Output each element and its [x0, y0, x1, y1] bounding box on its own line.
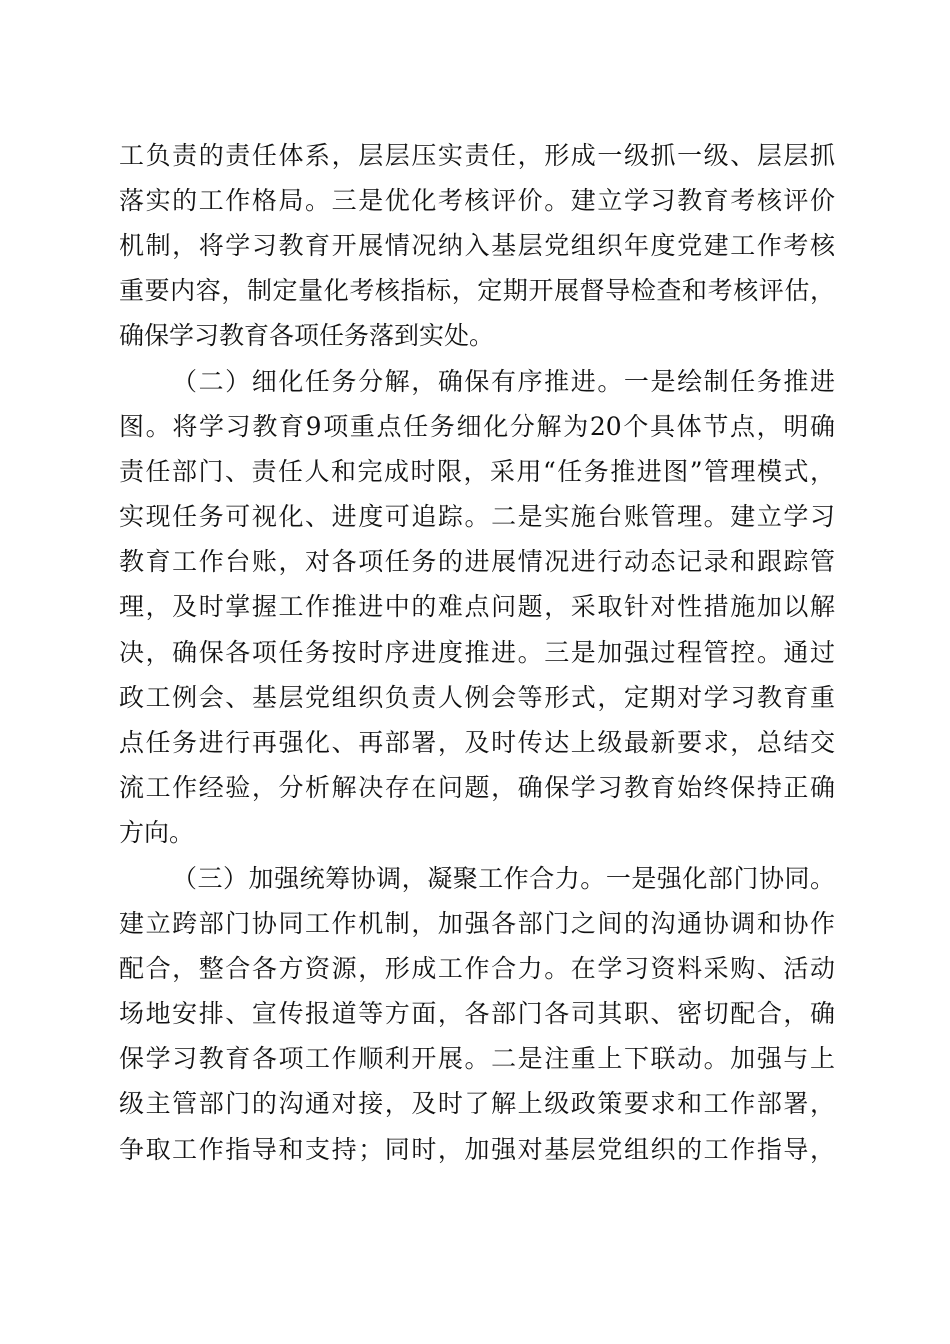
paragraph-line: 点任务进行再强化、再部署，及时传达上级最新要求，总结交 [119, 727, 835, 757]
paragraph-line: 场地安排、宣传报道等方面，各部门各司其职、密切配合，确 [119, 999, 835, 1029]
paragraph-line: 流工作经验，分析解决存在问题，确保学习教育始终保持正确 [119, 772, 835, 802]
paragraph-line: 落实的工作格局。三是优化考核评价。建立学习教育考核评价 [119, 186, 835, 216]
paragraph-line: 责任部门、责任人和完成时限，采用“任务推进图”管理模式， [119, 457, 835, 487]
paragraph-1 [119, 133, 835, 358]
paragraph-line: 教育工作台账，对各项任务的进展情况进行动态记录和跟踪管 [119, 547, 835, 577]
paragraph-line: 决，确保各项任务按时序进度推进。三是加强过程管控。通过 [119, 637, 835, 667]
paragraph-line: 方向。 [119, 817, 195, 847]
paragraph-line: （二）细化任务分解，确保有序推进。一是绘制任务推进 [172, 367, 835, 396]
paragraph-2 [119, 359, 835, 855]
paragraph-3 [119, 856, 835, 1172]
paragraph-line: 理，及时掌握工作推进中的难点问题，采取针对性措施加以解 [119, 592, 835, 622]
paragraph-line: 配合，整合各方资源，形成工作合力。在学习资料采购、活动 [119, 954, 835, 984]
paragraph-line: 保学习教育各项工作顺利开展。二是注重上下联动。加强与上 [119, 1044, 835, 1074]
paragraph-line: 确保学习教育各项任务落到实处。 [119, 321, 495, 351]
paragraph-line: 重要内容，制定量化考核指标，定期开展督导检查和考核评估， [119, 276, 835, 306]
paragraph-line: 工负责的责任体系，层层压实责任，形成一级抓一级、层层抓 [119, 141, 835, 170]
paragraph-line: 机制，将学习教育开展情况纳入基层党组织年度党建工作考核 [119, 231, 835, 261]
paragraph-line: 图。将学习教育9项重点任务细化分解为20个具体节点，明确 [119, 412, 835, 442]
paragraph-line: 实现任务可视化、进度可追踪。二是实施台账管理。建立学习 [119, 502, 835, 532]
paragraph-line: （三）加强统筹协调，凝聚工作合力。一是强化部门协同。 [172, 864, 835, 893]
paragraph-line: 级主管部门的沟通对接，及时了解上级政策要求和工作部署， [119, 1089, 835, 1119]
paragraph-line: 建立跨部门协同工作机制，加强各部门之间的沟通协调和协作 [119, 909, 835, 939]
paragraph-line: 争取工作指导和支持；同时，加强对基层党组织的工作指导， [119, 1134, 835, 1164]
paragraph-line: 政工例会、基层党组织负责人例会等形式，定期对学习教育重 [119, 682, 835, 712]
